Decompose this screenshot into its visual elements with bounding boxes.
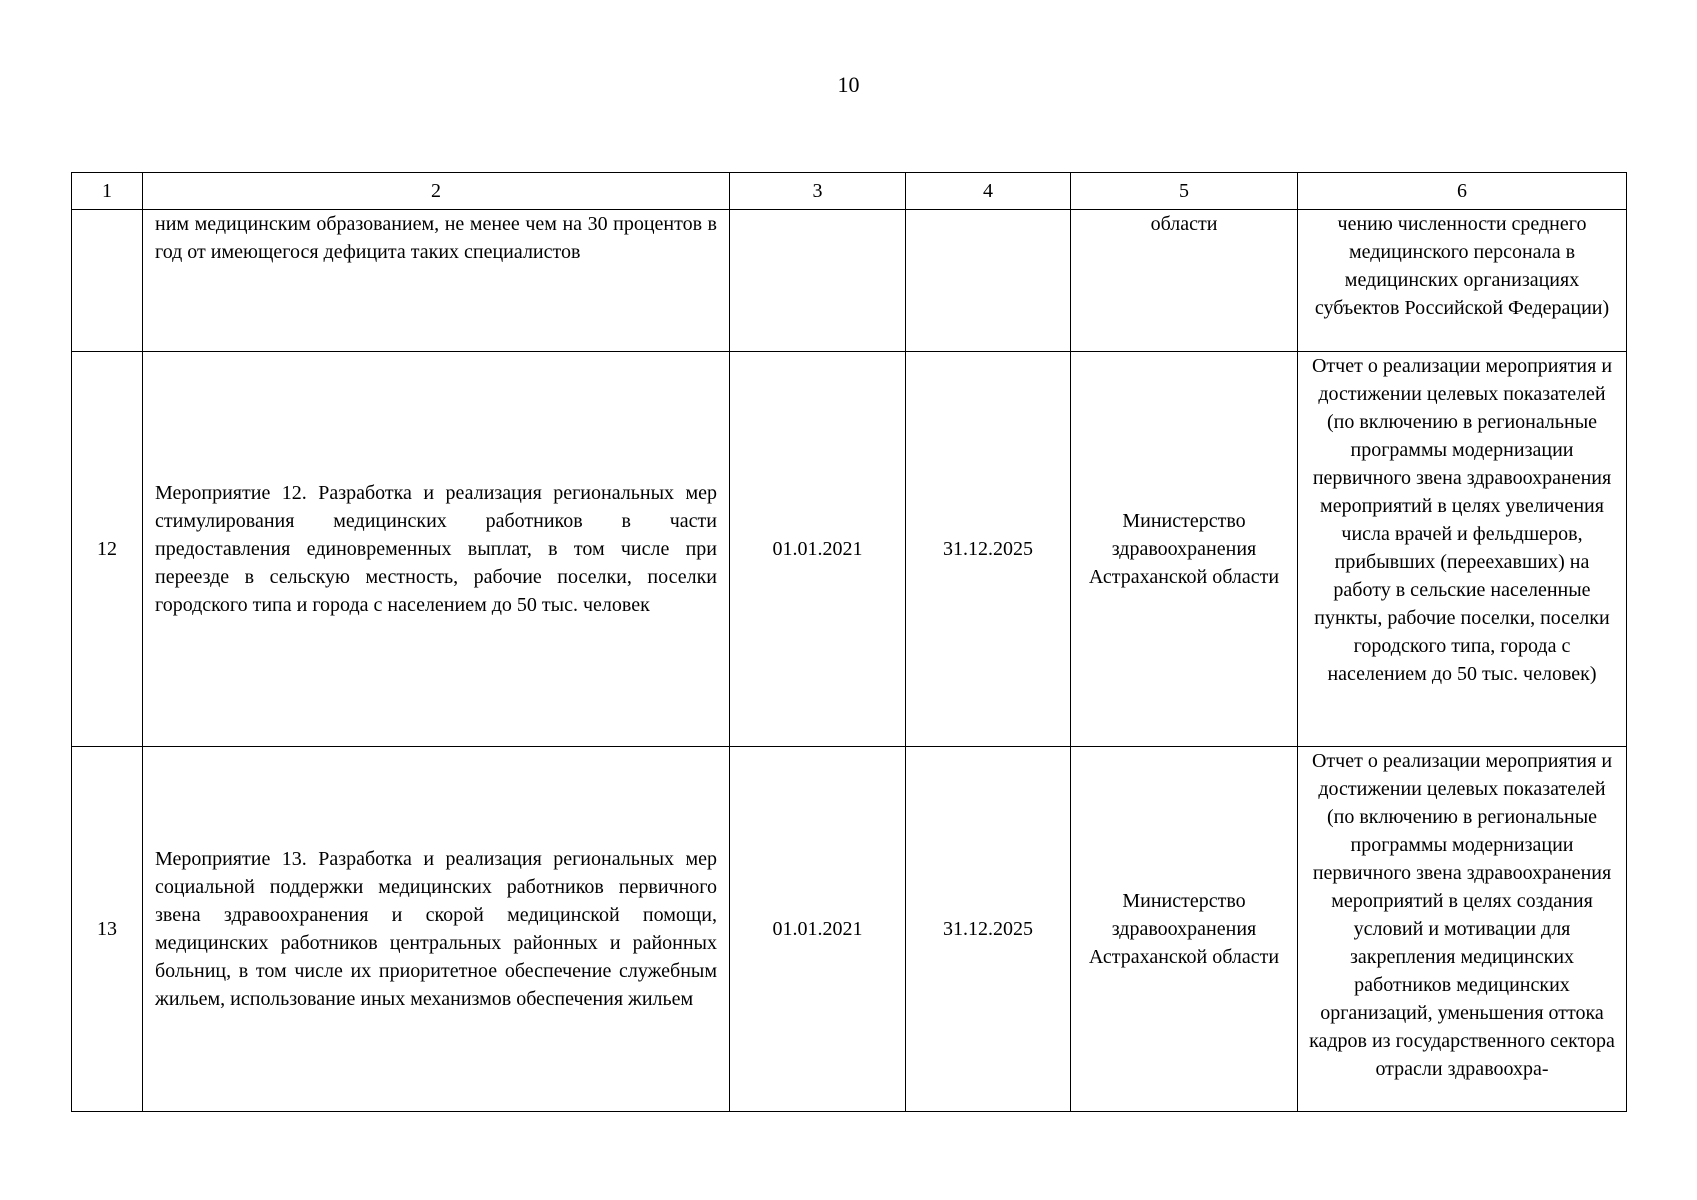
responsible-executor: области [1071, 210, 1298, 352]
activities-table [71, 172, 1627, 1112]
row-number: 12 [72, 352, 143, 747]
table-row [72, 210, 1627, 352]
table-row [72, 352, 1627, 747]
row-number [72, 210, 143, 352]
end-date: 31.12.2025 [906, 747, 1071, 1112]
activity-description: Мероприятие 12. Разработка и реализация региональных мер стимулирования медицинских работников в части предоставления единовременных выплат, в том числе при переезде в сельскую местность, рабочие поселки, поселки городского типа и города с населением до 50 тыс. человек [143, 352, 730, 747]
row-number: 13 [72, 747, 143, 1112]
end-date [906, 210, 1071, 352]
column-header: 5 [1071, 173, 1298, 210]
page-number: 10 [837, 72, 860, 97]
start-date: 01.01.2021 [730, 352, 906, 747]
start-date [730, 210, 906, 352]
activity-description: ним медицинским образованием, не менее чем на 30 процентов в год от имеющегося дефицита таких специалистов [143, 210, 730, 352]
responsible-executor: Министерство здравоохранения Астраханской области [1071, 352, 1298, 747]
expected-result: Отчет о реализации мероприятия и достижении целевых показателей (по включению в региональные программы модернизации первичного звена здравоохранения мероприятий в целях создания условий и мотивации для закрепления медицинских работников медицинских организаций, уменьшения оттока кадров из государственного сектора отрасли здравоохра- [1298, 747, 1627, 1112]
responsible-executor: Министерство здравоохранения Астраханской области [1071, 747, 1298, 1112]
table-row [72, 747, 1627, 1112]
start-date: 01.01.2021 [730, 747, 906, 1112]
table-header-row [72, 173, 1627, 210]
column-header: 2 [143, 173, 730, 210]
column-header: 6 [1298, 173, 1627, 210]
expected-result: Отчет о реализации мероприятия и достижении целевых показателей (по включению в региональные программы модернизации первичного звена здравоохранения мероприятий в целях увеличения числа врачей и фельдшеров, прибывших (переехавших) на работу в сельские населенные пункты, рабочие поселки, поселки городского типа, города с населением до 50 тыс. человек) [1298, 352, 1627, 747]
column-header: 1 [72, 173, 143, 210]
activity-description: Мероприятие 13. Разработка и реализация региональных мер социальной поддержки медицинских работников первичного звена здравоохранения и скорой медицинской помощи, медицинских работников центральных районных и районных больниц, в том числе их приоритетное обеспечение служебным жильем, использование иных механизмов обеспечения жильем [143, 747, 730, 1112]
column-header: 3 [730, 173, 906, 210]
expected-result: чению численности среднего медицинского персонала в медицинских организациях субъектов Российской Федерации) [1298, 210, 1627, 352]
end-date: 31.12.2025 [906, 352, 1071, 747]
column-header: 4 [906, 173, 1071, 210]
